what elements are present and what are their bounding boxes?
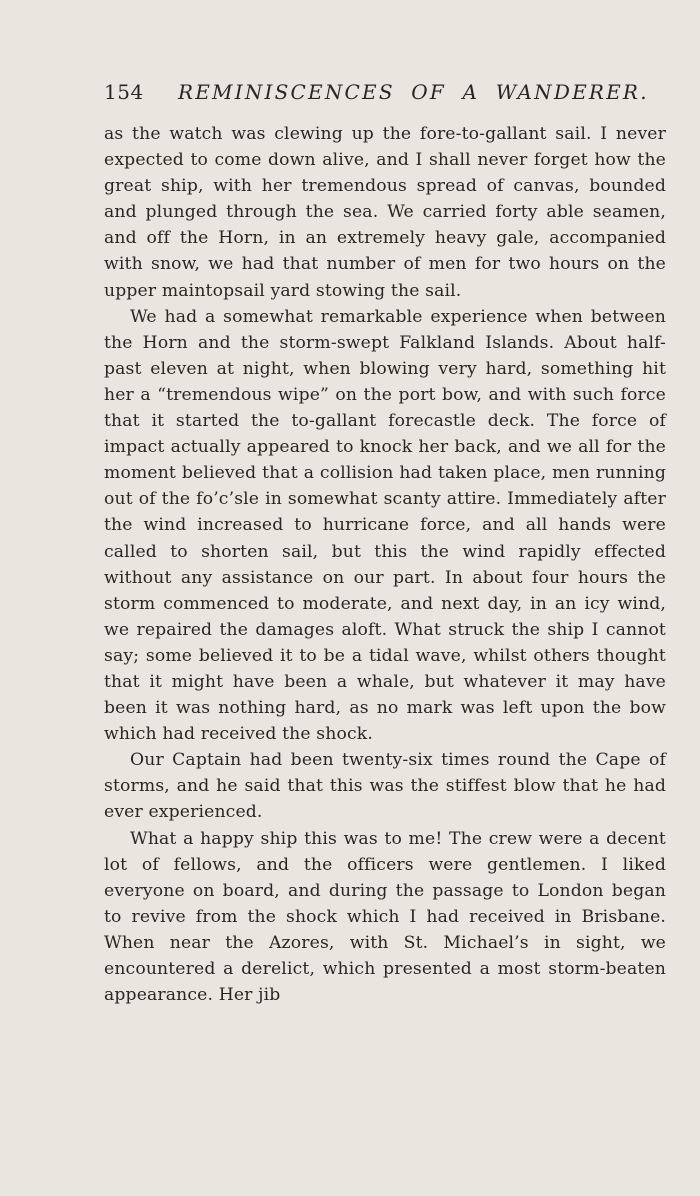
paragraph-2: We had a somewhat remarkable experience when between the Horn and the storm-swept Falkland Islands. About half-past eleven at night, when blowing very hard, something hit her a “tremendous wipe” on the port bow, and with such force that it started the to-gallant forecastle deck. The force of impact actually appeared to knock her back, and we all for the moment believed that a collision had taken place, men running out of the fo’c’sle in somewhat scanty attire. Immediately after the wind increased to hurricane force, and all hands were called to shorten sail, but this the wind rapidly effected without any assistance on our part. In about four hours the storm commenced to moderate, and next day, in an icy wind, we repaired the damages aloft. What struck the ship I cannot say; some believed it to be a tidal wave, whilst others thought that it might have been a whale, but whatever it may have been it was nothing hard, as no mark was left upon the bow which had received the shock. xyxy=(104,306,666,745)
page-header xyxy=(104,80,664,110)
page-number: 154 xyxy=(104,80,144,104)
paragraph-3: Our Captain had been twenty-six times round the Cape of storms, and he said that this was the stiffest blow that he had ever experienced. xyxy=(104,750,666,823)
paragraph-1: as the watch was clewing up the fore-to-gallant sail. I never expected to come down alive, and I shall never forget how the great ship, with her tremendous spread of canvas, bounded and plunged through the sea. We carried forty able seamen, and off the Horn, in an extremely heavy gale, accompanied with snow, we had that number of men for two hours on the upper maintopsail yard stowing the sail. xyxy=(104,124,666,301)
body-text xyxy=(104,121,666,1008)
running-title: REMINISCENCES OF A WANDERER. xyxy=(178,80,649,104)
paragraph-4: What a happy ship this was to me! The crew were a decent lot of fellows, and the officers were gentlemen. I liked everyone on board, and during the passage to London began to revive from the shock which I had received in Brisbane. When near the Azores, with St. Michael’s in sight, we encountered a derelict, which presented a most storm-beaten appearance. Her jib xyxy=(104,828,666,1006)
